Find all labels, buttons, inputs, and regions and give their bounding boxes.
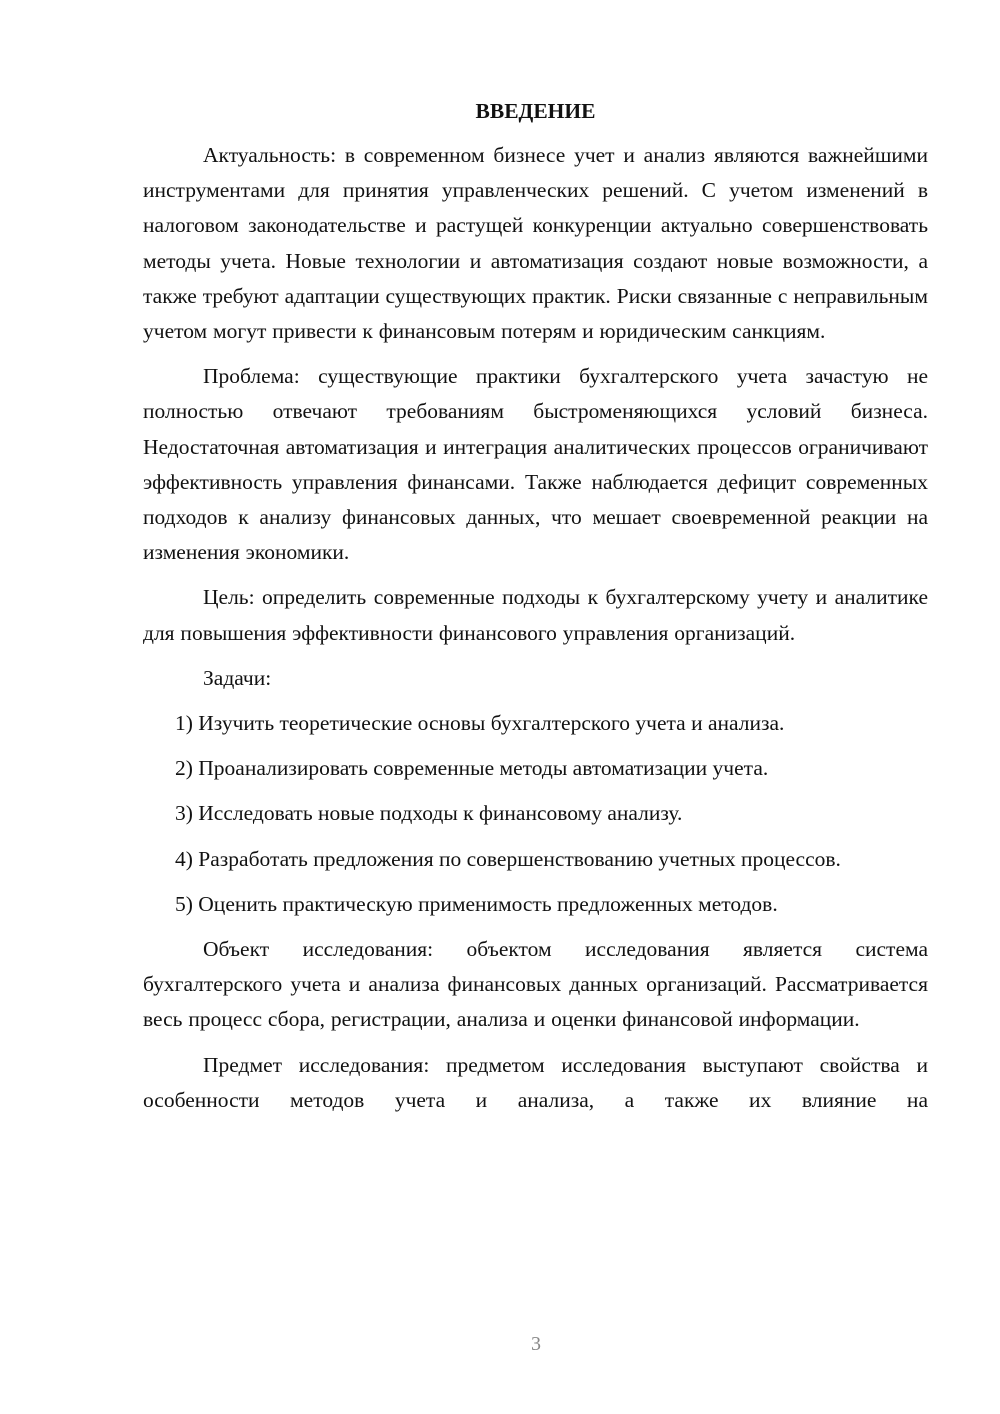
- section-heading: ВВЕДЕНИЕ: [475, 99, 596, 123]
- list-item: 4) Разработать предложения по совершенствованию учетных процессов.: [175, 846, 841, 871]
- list-item: 3) Исследовать новые подходы к финансовому анализу.: [175, 801, 683, 826]
- document-body: [143, 96, 928, 1118]
- tasks-label: Задачи:: [203, 665, 272, 690]
- list-item: 1) Изучить теоретические основы бухгалтерского учета и анализа.: [175, 711, 785, 736]
- paragraph-subject: Предмет исследования: предметом исследования выступают свойства и особенности методов учета и анализа, а также их влияние на: [143, 1052, 928, 1112]
- list-item: 5) Оценить практическую применимость предложенных методов.: [175, 891, 778, 916]
- paragraph-object: Объект исследования: объектом исследования является система бухгалтерского учета и анализа финансовых данных организаций. Рассматривается весь процесс сбора, регистрации, анализа и оценки финансовой информации.: [143, 937, 928, 1032]
- paragraph-problem: Проблема: существующие практики бухгалтерского учета зачастую не полностью отвечают требованиям быстроменяющихся условий бизнеса. Недостаточная автоматизация и интеграция аналитических процессов ограничивают эффективность управления финансами. Также наблюдается дефицит современных подходов к анализу финансовых данных, что мешает своевременной реакции на изменения экономики.: [143, 364, 928, 565]
- list-item: 2) Проанализировать современные методы автоматизации учета.: [175, 756, 769, 781]
- tasks-list: [143, 706, 928, 922]
- paragraph-relevance: Актуальность: в современном бизнесе учет и анализ являются важнейшими инструментами для принятия управленческих решений. С учетом изменений в налоговом законодательстве и растущей конкуренции актуально совершенствовать методы учета. Новые технологии и автоматизация создают новые возможности, а также требуют адаптации существующих практик. Риски связанные с неправильным учетом могут привести к финансовым потерям и юридическим санкциям.: [143, 143, 928, 344]
- paragraph-goal: Цель: определить современные подходы к бухгалтерскому учету и аналитике для повышения эффективности финансового управления организаций.: [143, 585, 928, 645]
- page-number: 3: [531, 1333, 541, 1355]
